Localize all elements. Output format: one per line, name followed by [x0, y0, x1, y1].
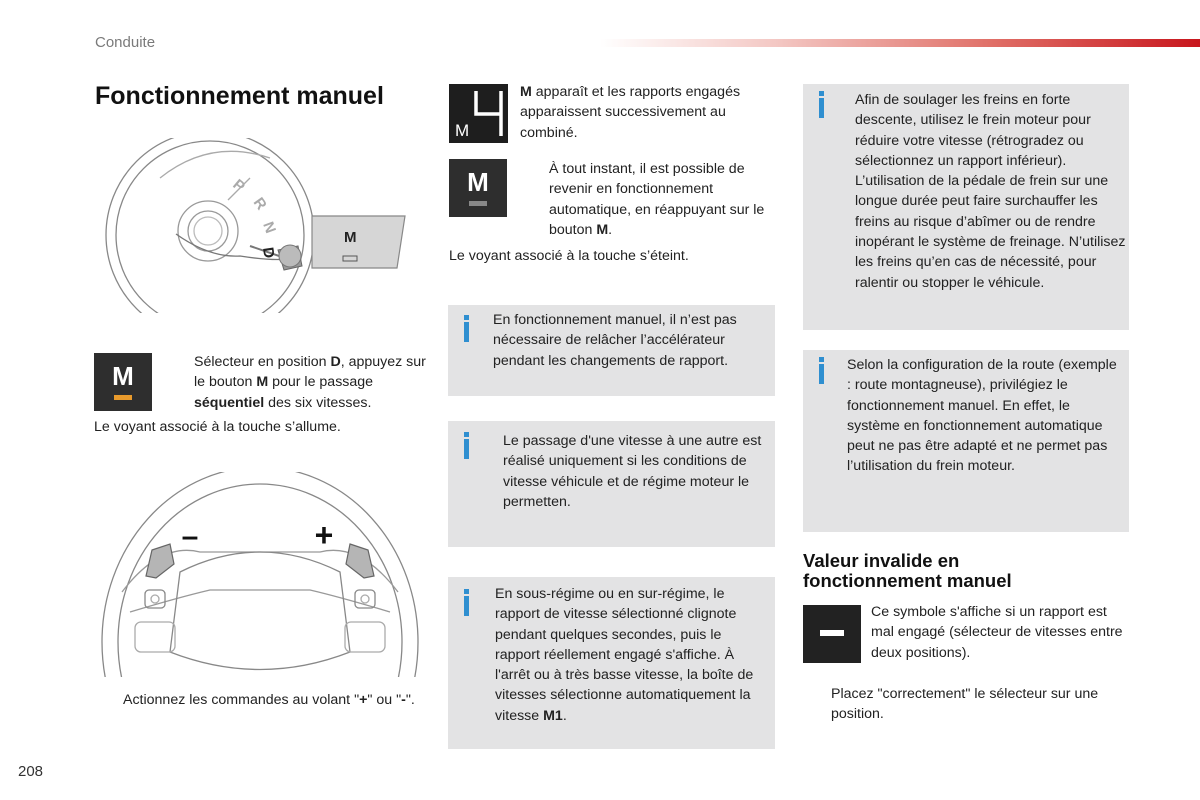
section-label: Conduite	[95, 34, 156, 51]
info-icon	[464, 439, 469, 459]
dash-symbol	[820, 630, 844, 636]
display-m4-text: M apparaît et les rapports engagés apparaissent successivement au combiné.	[520, 84, 741, 141]
gate-letter-r: R	[249, 194, 270, 214]
m-icon-letter: M	[467, 167, 489, 197]
invalid-value-text: Ce symbole s'affiche si un rapport est mal engagé (sélecteur de vitesses entre deux positions).	[871, 604, 1123, 661]
m-button-icon-off	[449, 159, 507, 217]
m-icon-letter: M	[112, 361, 134, 391]
auto-return-text: À tout instant, il est possible de revenir en fonctionnement automatique, en réappuyant sur le bouton M.	[549, 161, 765, 238]
display-m4-icon	[449, 84, 508, 143]
gear-selector-illustration	[100, 138, 410, 313]
info-icon	[819, 98, 824, 118]
info-box-accelerator: En fonctionnement manuel, il n’est pas nécessaire de relâcher l’accélérateur pendant les changements de rapport.	[448, 305, 775, 396]
invalid-value-heading: Valeur invalide en fonctionnement manuel	[803, 550, 1012, 591]
header-accent-bar	[600, 39, 1200, 47]
info-icon	[464, 596, 469, 616]
page-number: 208	[18, 763, 44, 780]
display-gear-digit	[476, 91, 501, 136]
display-mode-letter: M	[455, 121, 470, 140]
indicator-light-on	[114, 395, 132, 400]
m-button-illustration	[312, 216, 405, 268]
paddle-plus	[346, 544, 374, 578]
gate-letter-n: N	[259, 219, 279, 236]
info-icon	[819, 364, 824, 384]
info-box-rpm: En sous-régime ou en sur-régime, le rapport de vitesse sélectionné clignote pendant quelques secondes, puis le rapport réellement engagé s'affiche. À l'arrêt ou à très basse vitesse, la boîte de vitesses sélectionne automatiquement la vitesse M1.	[448, 577, 775, 749]
selector-lever	[278, 245, 302, 270]
invalid-gear-icon	[803, 605, 861, 663]
invalid-value-action: Placez "correctement" le sélecteur sur une position.	[831, 686, 1099, 723]
left-step-text: Sélecteur en position D, appuyez sur le bouton M pour le passage séquentiel des six vitesses.	[194, 354, 426, 411]
wheel-step-text: Actionnez les commandes au volant "+" ou "-".	[123, 692, 415, 708]
m-button-icon-on	[94, 353, 152, 411]
info-box-engine-brake: Afin de soulager les freins en forte descente, utilisez le frein moteur pour réduire votre vitesse (rétrogradez ou sélectionnez un rapport inférieur). L’utilisation de la pédale de frein sur une longue durée peut faire surchauffer les freins au risque d’abîmer ou de rendre inopérant le système de freinage. N’utilisez les freins qu’en cas de nécessité, pour ralentir ou stopper le véhicule.	[803, 84, 1129, 330]
info-box-gear-change: Le passage d'une vitesse à une autre est réalisé uniquement si les conditions de vitesse véhicule et de régime moteur le permetten.	[448, 421, 775, 547]
page-title: Fonctionnement manuel	[95, 82, 384, 110]
info-icon	[464, 322, 469, 342]
paddle-plus-label: +	[314, 517, 334, 553]
paddle-minus-label: –	[181, 520, 199, 553]
indicator-off-note: Le voyant associé à la touche s’éteint.	[449, 248, 689, 264]
steering-wheel-illustration	[100, 472, 420, 677]
info-box-mountain-road: Selon la configuration de la route (exemple : route montagneuse), privilégiez le fonctionnement manuel. En effet, le système en fonctionnement automatique peut ne pas être adapté et ne permet pas l’utilisation du frein moteur.	[803, 350, 1129, 532]
paddle-minus	[146, 544, 174, 578]
m-button-label: M	[344, 229, 357, 246]
gate-letter-p: P	[229, 176, 249, 196]
indicator-light-off	[469, 201, 487, 206]
indicator-on-note: Le voyant associé à la touche s’allume.	[94, 419, 341, 435]
gate-letter-d: D	[259, 246, 278, 260]
